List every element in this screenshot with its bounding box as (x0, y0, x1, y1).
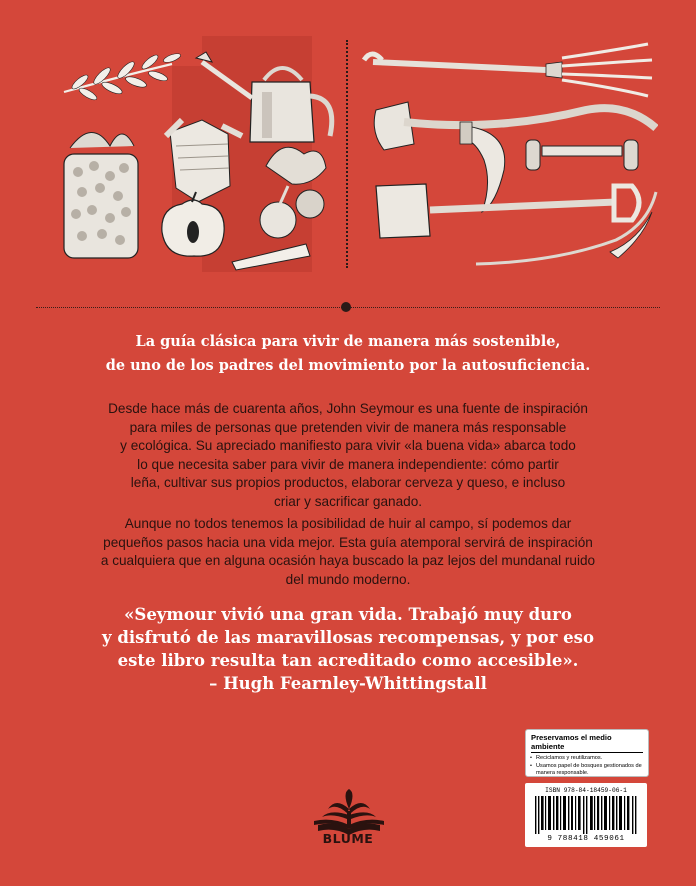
paragraph-line: y ecológica. Su apreciado manifiesto para vivir «la buena vida» abarca todo (120, 438, 576, 454)
environment-item: • Reciclamos y reutilizamos. (536, 755, 643, 761)
description-paragraph-1 (96, 400, 600, 512)
axe-icon (374, 102, 656, 150)
quote-line: y disfrutó de las maravillosas recompensas, y por eso (102, 628, 594, 647)
environment-notice (525, 729, 649, 777)
illustration-divider (346, 40, 348, 268)
paragraph-line: Desde hace más de cuarenta años, John Seymour es una fuente de inspiración (108, 401, 588, 416)
testimonial-quote (90, 603, 606, 695)
quote-line: este libro resulta tan acreditado como accesible». (117, 651, 579, 670)
lead-text (60, 330, 636, 378)
potted-plant-icon (64, 132, 138, 258)
paragraph-line: lo que necesita saber para vivir de manera independiente: cómo partir (137, 456, 559, 472)
divider-dot (341, 302, 351, 312)
spade-icon (376, 184, 639, 238)
lead-line: de uno de los padres del movimiento por la autosuficiencia. (105, 357, 591, 374)
paragraph-line: para miles de personas que pretenden vivir de manera más responsable (129, 419, 567, 435)
garden-illustrations (52, 36, 338, 272)
quote-line: «Seymour vivió una gran vida. Trabajó muy duro (124, 605, 572, 624)
description-paragraph-2 (96, 515, 600, 589)
environment-title: Preservamos el medio ambiente (531, 733, 643, 753)
laurel-branch-icon (64, 52, 182, 102)
sickle-icon (460, 122, 505, 212)
environment-item: • Usamos papel de bosques gestionados de manera responsable. (536, 763, 643, 776)
paragraph-line: a cualquiera que en alguna ocasión haya buscado la paz lejos del mundanal ruido (100, 553, 596, 569)
isbn-text: ISBN 978-84-18459-06-1 (545, 787, 627, 794)
paragraph-line: Aunque no todos tenemos la posibilidad de huir al campo, sí podemos dar (124, 516, 572, 531)
pitchfork-icon (364, 44, 652, 96)
open-book-tree-icon (306, 787, 392, 857)
isbn-barcode (525, 783, 647, 847)
tool-illustrations (356, 36, 658, 272)
barcode-number: 9 788418 459061 (547, 835, 625, 843)
drawknife-icon (526, 140, 638, 170)
paragraph-line: del mundo moderno. (285, 571, 411, 587)
paragraph-line: criar y sacrificar ganado. (273, 493, 423, 509)
paragraph-line: leña, cultivar sus propios productos, elaborar cerveza y queso, e incluso (130, 475, 566, 491)
quote-author: – Hugh Fearnley-Whittingstall (209, 674, 487, 693)
paragraph-line: pequeños pasos hacia una vida mejor. Esta guía atemporal servirá de inspiración (103, 534, 593, 550)
lead-line: La guía clásica para vivir de manera más sostenible, (135, 333, 561, 350)
barcode-bars-icon (535, 796, 637, 834)
publisher-name: BLUME (322, 831, 374, 846)
